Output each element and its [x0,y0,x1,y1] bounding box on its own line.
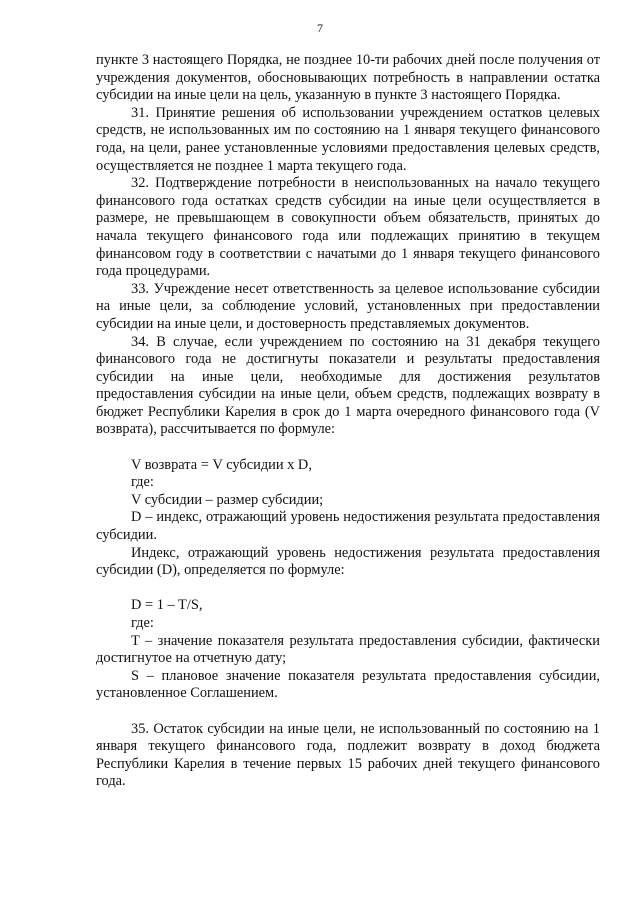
definition-v-subsidy: V субсидии – размер субсидии; [131,491,324,508]
definition-d-index: D – индекс, отражающий уровень недостижения результата предоставления субсидии. [96,509,600,544]
definition-s: S – плановое значение показателя результата предоставления субсидии, установленное Соглашением. [96,667,600,702]
paragraph-continuation: пункте 3 настоящего Порядка, не позднее 10-ти рабочих дней после получения от учреждения документов, обосновывающих потребность в направлении остатка субсидии на иные цели на цель, указанную в пункте 3 настоящего Порядка. [96,52,600,104]
spacer [96,580,600,598]
paragraph-33: 33. Учреждение несет ответственность за целевое использование субсидии на иные цели, за соблюдение условий, установленных при предоставлении субсидии на иные цели, и достоверность представляемых документов. [96,280,600,332]
page-number: 7 [317,21,323,35]
paragraph-31: 31. Принятие решения об использовании учреждением остатков целевых средств, не использованных им по состоянию на 1 января текущего финансового года, на цели, ранее установленные условиями предоставления целевых средств, осуществляется не позднее 1 марта текущего года. [96,104,600,174]
paragraph-35: 35. Остаток субсидии на иные цели, не использованный по состоянию на 1 января текущего финансового года, подлежит возврату в доход бюджета Республики Карелия в течение первых 15 рабочих дней текущего финансового года. [96,720,600,790]
document-body [96,52,600,791]
formula-v-return: V возврата = V субсидии x D, [131,456,312,473]
spacer [96,703,600,721]
index-description: Индекс, отражающий уровень недостижения результата предоставления субсидии (D), определяется по формуле: [96,544,600,579]
definition-t: T – значение показателя результата предоставления субсидии, фактически достигнутое на отчетную дату; [96,632,600,667]
paragraph-32: 32. Подтверждение потребности в неиспользованных на начало текущего финансового года остатках средств субсидии на иные цели осуществляется в размере, не превышающем в совокупности объем обязательств, принятых до начала текущего финансового года или подлежащих принятию в текущем финансовом году в соответствии с начатыми до 1 января текущего финансового года процедурами. [96,175,600,280]
paragraph-34: 34. В случае, если учреждением по состоянию на 31 декабря текущего финансового года не достигнуты показатели и результаты предоставления субсидии на иные цели, необходимые для достижения результатов предоставления субсидии на иные цели, объем средств, подлежащих возврату в бюджет Республики Карелия в срок до 1 марта очередного финансового года (V возврата), рассчитывается по формуле: [96,333,600,438]
spacer [96,439,600,457]
where-label: где: [131,474,154,491]
formula-d: D = 1 – T/S, [131,597,203,614]
where-label: где: [131,615,154,631]
